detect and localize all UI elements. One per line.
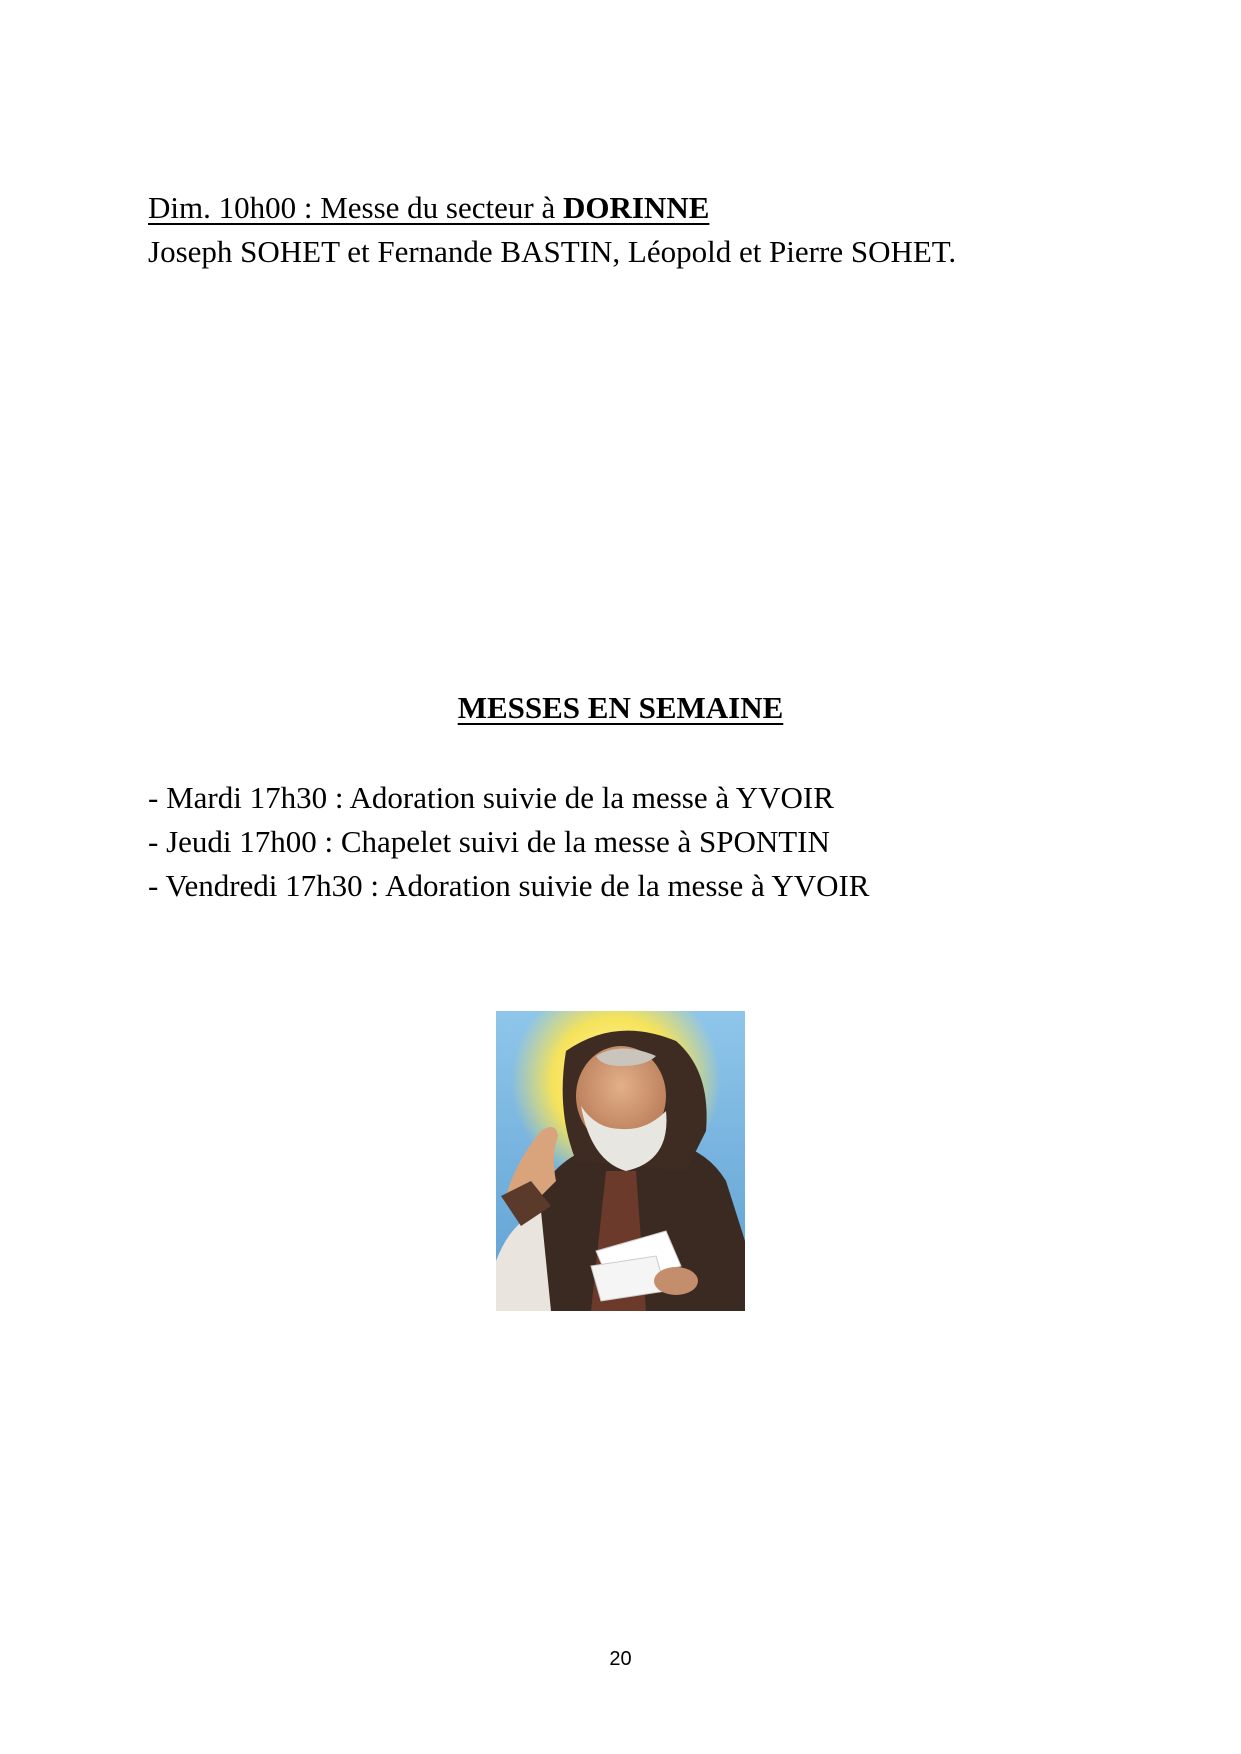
weekday-item-thursday: - Jeudi 17h00 : Chapelet suivi de la messe à SPONTIN xyxy=(148,824,830,859)
weekday-masses-heading: MESSES EN SEMAINE xyxy=(457,690,784,725)
saint-portrait-image xyxy=(496,1011,745,1311)
sunday-mass-title xyxy=(148,188,709,228)
page-number: 20 xyxy=(609,1648,632,1670)
weekday-item-tuesday: - Mardi 17h30 : Adoration suivie de la messe à YVOIR xyxy=(148,780,834,815)
weekday-item-friday: - Vendredi 17h30 : Adoration suivie de la messe à YVOIR xyxy=(148,868,870,903)
sunday-mass-place: DORINNE xyxy=(562,190,710,225)
sunday-mass-time: Dim. 10h00 : Messe du secteur à xyxy=(148,190,563,225)
mass-intentions: Joseph SOHET et Fernande BASTIN, Léopold et Pierre SOHET. xyxy=(148,234,957,269)
